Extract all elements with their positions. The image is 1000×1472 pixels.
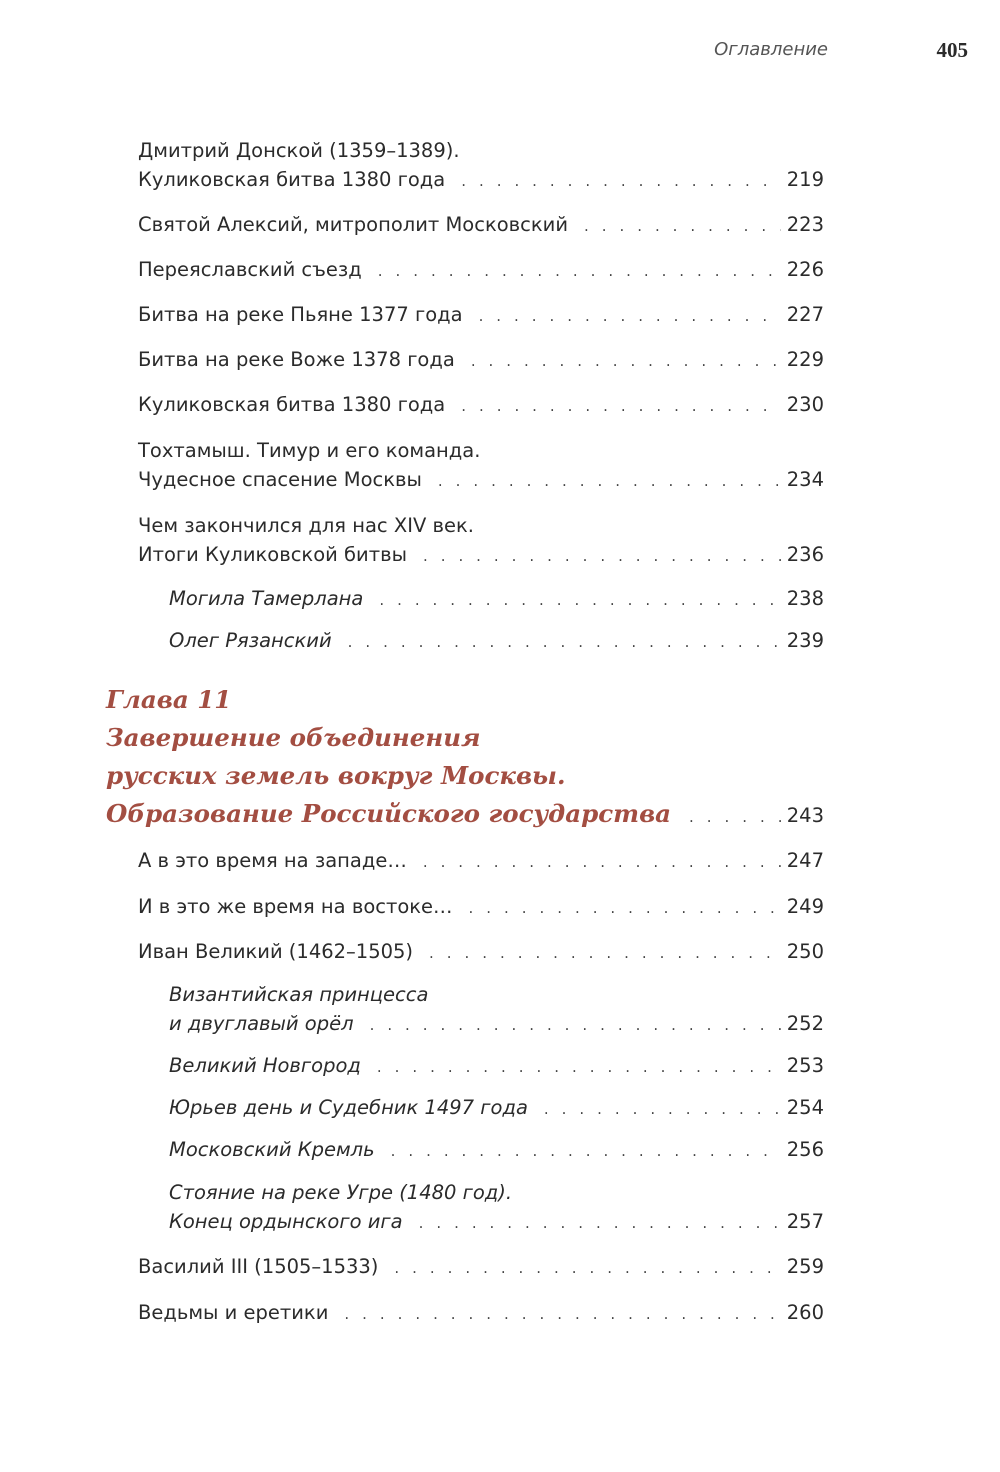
- toc-entry-page: 227: [786, 303, 824, 326]
- toc-entry-page: 247: [786, 849, 824, 872]
- chapter-label: Глава 11: [106, 685, 232, 714]
- toc-entry[interactable]: [138, 511, 824, 571]
- running-head-section: Оглавление: [714, 39, 828, 60]
- leader-dots: [370, 1011, 781, 1040]
- toc-subentry[interactable]: [169, 584, 824, 615]
- toc-entry-page: 250: [786, 940, 824, 963]
- leader-dots: [461, 167, 781, 196]
- toc-entry-page: 249: [786, 895, 824, 918]
- toc-entry-page: 234: [786, 468, 824, 491]
- toc-entry-line: Тохтамыш. Тимур и его команда.: [138, 439, 481, 462]
- toc-entry-page: 229: [786, 348, 824, 371]
- toc-entry-title: Конец ордынского ига: [169, 1210, 403, 1233]
- toc-entry-page: 259: [786, 1255, 824, 1278]
- toc-entry-title: Чудесное спасение Москвы: [138, 468, 422, 491]
- toc-subentry[interactable]: [169, 1178, 824, 1238]
- leader-dots: [461, 392, 781, 421]
- leader-dots: [394, 1254, 780, 1283]
- toc-entry-title: Битва на реке Воже 1378 года: [138, 348, 455, 371]
- chapter-title-line: русских земель вокруг Москвы.: [106, 761, 566, 790]
- toc-entry[interactable]: [138, 300, 824, 331]
- toc-entry-title: А в это время на западе…: [138, 849, 407, 872]
- chapter-heading[interactable]: [106, 681, 824, 836]
- toc-entry-page: 256: [786, 1138, 824, 1161]
- leader-dots: [689, 798, 781, 836]
- toc-entry-title: Переяславский съезд: [138, 258, 362, 281]
- leader-dots: [429, 939, 781, 968]
- toc-entry[interactable]: [138, 892, 824, 923]
- toc-entry[interactable]: [138, 846, 824, 877]
- toc-entry-title: Ведьмы и еретики: [138, 1301, 329, 1324]
- toc-subentry[interactable]: [169, 1093, 824, 1124]
- leader-dots: [438, 467, 781, 496]
- leader-dots: [378, 257, 781, 286]
- toc-entry-title: Иван Великий (1462–1505): [138, 940, 414, 963]
- toc-entry[interactable]: [138, 937, 824, 968]
- leader-dots: [469, 894, 781, 923]
- toc-entry[interactable]: [138, 345, 824, 376]
- leader-dots: [471, 347, 781, 376]
- toc-entry-page: 253: [786, 1054, 824, 1077]
- toc-entry-page: 257: [786, 1210, 824, 1233]
- toc-entry-title: Василий III (1505–1533): [138, 1255, 379, 1278]
- toc-entry-page: 239: [786, 629, 824, 652]
- chapter-title-line: Образование Российского государства: [106, 799, 672, 828]
- toc-entry-title: И в это же время на востоке…: [138, 895, 453, 918]
- toc-entry[interactable]: [138, 136, 824, 196]
- running-head: [0, 38, 1000, 68]
- toc-entry-page: 223: [786, 213, 824, 236]
- toc-entry[interactable]: [138, 210, 824, 241]
- toc-entry-title: и двуглавый орёл: [169, 1012, 354, 1035]
- leader-dots: [379, 586, 780, 615]
- toc-entry-title: Куликовская битва 1380 года: [138, 168, 446, 191]
- toc-entry-page: 260: [786, 1301, 824, 1324]
- toc-entry[interactable]: [138, 1252, 824, 1283]
- toc-entry-title: Могила Тамерлана: [169, 587, 364, 610]
- leader-dots: [479, 302, 781, 331]
- toc-entry-line: Византийская принцесса: [169, 983, 429, 1006]
- toc-subentry[interactable]: [169, 980, 824, 1040]
- toc-entry-title: Куликовская битва 1380 года: [138, 393, 446, 416]
- page-number: 405: [936, 38, 968, 62]
- leader-dots: [391, 1137, 781, 1166]
- leader-dots: [419, 1209, 781, 1238]
- toc-entry-page: 236: [786, 543, 824, 566]
- toc-entry-title: Юрьев день и Судебник 1497 года: [169, 1096, 528, 1119]
- leader-dots: [377, 1053, 781, 1082]
- toc-entry[interactable]: [138, 436, 824, 496]
- toc-entry-page: 252: [786, 1012, 824, 1035]
- toc-entry-line: Чем закончился для нас XIV век.: [138, 514, 474, 537]
- leader-dots: [348, 628, 781, 657]
- toc-subentry[interactable]: [169, 626, 824, 657]
- toc-entry-title: Олег Рязанский: [169, 629, 332, 652]
- leader-dots: [423, 848, 781, 877]
- leader-dots: [584, 212, 781, 241]
- toc-entry-title: Святой Алексий, митрополит Московский: [138, 213, 568, 236]
- toc-entry-line: Дмитрий Донской (1359–1389).: [138, 139, 460, 162]
- toc-entry-page: 219: [786, 168, 824, 191]
- leader-dots: [344, 1300, 780, 1329]
- toc-entry[interactable]: [138, 390, 824, 421]
- toc-entry-page: 254: [786, 1096, 824, 1119]
- toc-entry-title: Итоги Куликовской битвы: [138, 543, 407, 566]
- chapter-title-line: Завершение объединения: [106, 723, 481, 752]
- toc-entry-title: Битва на реке Пьяне 1377 года: [138, 303, 463, 326]
- toc-subentry[interactable]: [169, 1135, 824, 1166]
- toc-entry-page: 230: [786, 393, 824, 416]
- toc-entry-line: Стояние на реке Угре (1480 год).: [169, 1181, 513, 1204]
- toc-entry-title: Великий Новгород: [169, 1054, 361, 1077]
- chapter-page: 243: [786, 804, 824, 827]
- toc-entry-page: 226: [786, 258, 824, 281]
- leader-dots: [423, 542, 781, 571]
- toc-entry[interactable]: [138, 255, 824, 286]
- toc-entry[interactable]: [138, 1298, 824, 1329]
- leader-dots: [544, 1095, 781, 1124]
- toc-entry-title: Московский Кремль: [169, 1138, 375, 1161]
- toc-entry-page: 238: [786, 587, 824, 610]
- toc-subentry[interactable]: [169, 1051, 824, 1082]
